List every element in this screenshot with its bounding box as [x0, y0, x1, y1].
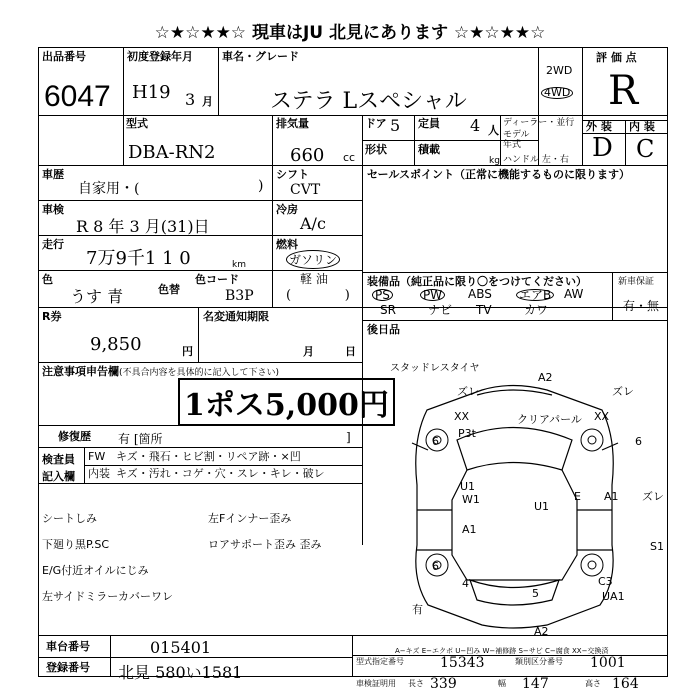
reg-value: 北見 580い1581 — [118, 663, 243, 682]
damage-mark: 6 — [635, 435, 642, 448]
cooling-label: 冷房 — [276, 203, 298, 216]
damage-mark: 有 — [412, 603, 423, 616]
mileage-label: 走行 — [42, 238, 64, 251]
repair-value: 有 [箇所 — [118, 432, 163, 446]
spec-no-label: 型式指定番号 — [356, 657, 404, 666]
damage-mark: W1 — [462, 493, 480, 506]
damage-mark: U1 — [534, 500, 550, 513]
mileage-unit: km — [232, 260, 246, 270]
damage-mark: S1 — [650, 540, 664, 553]
transfer-day: 日 — [345, 345, 356, 358]
length-value: 339 — [430, 676, 457, 692]
interior-row-label: 内装 — [88, 467, 110, 480]
rear-seat-label: 後日品 — [367, 323, 400, 336]
shape-label: 形状 — [365, 143, 387, 156]
damage-mark: E — [574, 490, 581, 503]
history-close: ) — [258, 178, 264, 194]
equipment-item: ABS — [468, 287, 492, 301]
handle-label: ハンドル 左・右 — [503, 155, 569, 165]
equipment-item: SR — [380, 303, 396, 317]
repair-label: 修復歴 — [58, 430, 91, 443]
transfer-label: 名変通知期限 — [203, 310, 269, 323]
warranty-value: 有・無 — [623, 299, 660, 313]
chassis-value: 015401 — [150, 638, 212, 657]
damage-mark: 6 — [432, 560, 439, 573]
spec-no-value: 15343 — [440, 655, 485, 671]
damage-mark: ズレ — [457, 385, 479, 398]
remark-line: E/G付近オイルにじみ — [42, 564, 149, 577]
damage-mark: A2 — [538, 371, 553, 384]
equipment-grid — [366, 289, 610, 319]
history-value: 自家用・( — [78, 181, 140, 197]
recycle-unit: 円 — [182, 345, 193, 358]
capacity-unit: 人 — [488, 124, 499, 137]
displacement-value: 660 — [290, 145, 325, 166]
damage-diagram — [362, 345, 668, 635]
banner: ☆★☆★★☆ 現車はJU 北見にあります ☆★☆★★☆ — [154, 23, 546, 43]
interior-label: 内 装 — [629, 120, 655, 133]
door-value: 5 — [390, 116, 401, 135]
lot-label: 出品番号 — [42, 50, 86, 63]
equipment-item: PS — [372, 289, 393, 301]
damage-mark: A2 — [534, 625, 549, 635]
damage-mark: XX — [454, 410, 470, 423]
dealer-label: ディーラー・並行 — [503, 118, 575, 128]
equipment-item: PW — [420, 289, 445, 301]
color-value: うす 青 — [70, 287, 124, 306]
damage-mark: 4 — [462, 577, 469, 590]
legend: A−キズ E−エクボ U−凹み W−補修跡 S−サビ C−腐食 XX−交換済 — [395, 647, 609, 655]
color-code-label: 色コード — [195, 273, 239, 286]
equipment-item: AW — [564, 287, 584, 301]
remark-line: 左Fインナー歪み — [208, 512, 292, 525]
type-label: 型式 — [126, 117, 148, 130]
remark-line: シートしみ — [42, 512, 97, 525]
score-value: R — [608, 68, 639, 114]
model-label: 車名・グレード — [222, 50, 299, 63]
drive-2wd: 2WD — [546, 64, 573, 77]
displacement-unit: cc — [343, 151, 356, 164]
height-label: 高さ — [585, 679, 601, 688]
first-reg-month: 3 — [185, 90, 196, 109]
model-year-label: モデル年式 — [503, 130, 530, 150]
reg-label: 登録番号 — [46, 661, 90, 674]
damage-mark: ズレ — [612, 385, 634, 398]
transfer-month: 月 — [303, 345, 314, 358]
capacity-value: 4 — [470, 116, 481, 135]
load-label: 積載 — [418, 143, 440, 156]
equipment-item: ナビ — [428, 303, 453, 317]
capacity-label: 定員 — [418, 117, 440, 130]
score-label: 評 価 点 — [596, 51, 637, 64]
chassis-label: 車台番号 — [46, 640, 90, 653]
height-value: 164 — [612, 676, 639, 692]
type-value: DBA-RN2 — [128, 142, 216, 163]
damage-mark: 6 — [432, 435, 439, 448]
model-name: ステラ Lスペシャル — [270, 89, 467, 114]
color-label: 色 — [42, 273, 53, 286]
length-label: 長さ — [408, 679, 424, 688]
first-reg-label: 初度登録年月 — [127, 50, 193, 63]
equipment-item: TV — [476, 303, 492, 317]
first-reg-year: H19 — [132, 82, 171, 103]
repair-close: ] — [346, 430, 351, 444]
drive-4wd: 4WD — [541, 87, 573, 99]
inspection-label: 車検 — [42, 203, 64, 216]
sales-label: セールスポイント（正常に機能するものに限ります） — [367, 168, 631, 181]
notes-label: 注意事項申告欄(不具合内容を具体的に記入して下さい) — [42, 365, 280, 378]
remark-line: ロアサポート歪み 歪み — [208, 538, 322, 551]
width-label: 幅 — [498, 679, 506, 688]
history-label: 車歴 — [42, 168, 64, 181]
remark-line: 下廻り黒P.SC — [42, 538, 110, 551]
cert-label: 車検証明用 — [356, 679, 396, 688]
cooling-value: A/c — [300, 214, 326, 233]
shift-value: CVT — [290, 182, 321, 198]
fuel-label: 燃料 — [276, 238, 298, 251]
fw-items: キズ・飛石・ヒビ割・リペア跡・×凹 — [116, 450, 301, 463]
interior-items: キズ・汚れ・コゲ・穴・スレ・キレ・破レ — [116, 467, 325, 480]
price-stamp: 1ポス5,000円 — [178, 378, 395, 426]
displacement-label: 排気量 — [276, 117, 309, 130]
month-unit: 月 — [202, 95, 213, 108]
damage-mark: U1 — [460, 480, 476, 493]
color-code: B3P — [225, 288, 254, 304]
damage-mark: A1 — [462, 523, 477, 536]
class-label: 類別区分番号 — [515, 657, 563, 666]
recycle-value: 9,850 — [90, 334, 142, 355]
exterior-label: 外 装 — [586, 120, 612, 133]
damage-mark: クリアパール — [517, 413, 582, 426]
damage-mark: XX — [594, 410, 610, 423]
load-unit: kg — [489, 156, 500, 166]
damage-mark: A1 — [604, 490, 619, 503]
inspector-label: 検査員 記入欄 — [42, 453, 75, 483]
door-label: ドア — [365, 117, 387, 130]
stud-label: スタッドレスタイヤ — [390, 363, 480, 374]
damage-mark: 5 — [532, 587, 539, 600]
equipment-item: カワ — [524, 303, 549, 317]
exterior-grade: D — [592, 133, 613, 163]
shift-label: シフト — [276, 168, 309, 181]
warranty-label: 新車保証 — [618, 277, 655, 287]
fuel-paren: ( ) — [286, 288, 350, 303]
equipment-item: エアB — [516, 289, 554, 301]
mileage-value: 7万9千1 1 0 — [86, 248, 191, 269]
fuel-light: 軽 油 — [300, 272, 328, 286]
damage-mark: P3t — [458, 427, 476, 440]
damage-mark: C3 — [598, 575, 613, 588]
color-change-label: 色替 — [158, 283, 180, 296]
inspection-value: R 8 年 3 月(31)日 — [76, 217, 210, 236]
remark-line: 左サイドミラーカバーワレ — [42, 590, 174, 603]
width-value: 147 — [522, 676, 549, 692]
lot-number: 6047 — [44, 80, 111, 113]
interior-grade: C — [636, 135, 655, 163]
fw-label: FW — [88, 450, 106, 463]
fuel-gas: ガソリン — [286, 250, 340, 269]
damage-mark: ズレ — [642, 490, 664, 503]
damage-mark: UA1 — [602, 590, 625, 603]
class-value: 1001 — [590, 655, 626, 671]
equipment-label: 装備品（純正品に限り〇をつけてください） — [367, 275, 587, 288]
recycle-label: R券 — [42, 310, 62, 323]
